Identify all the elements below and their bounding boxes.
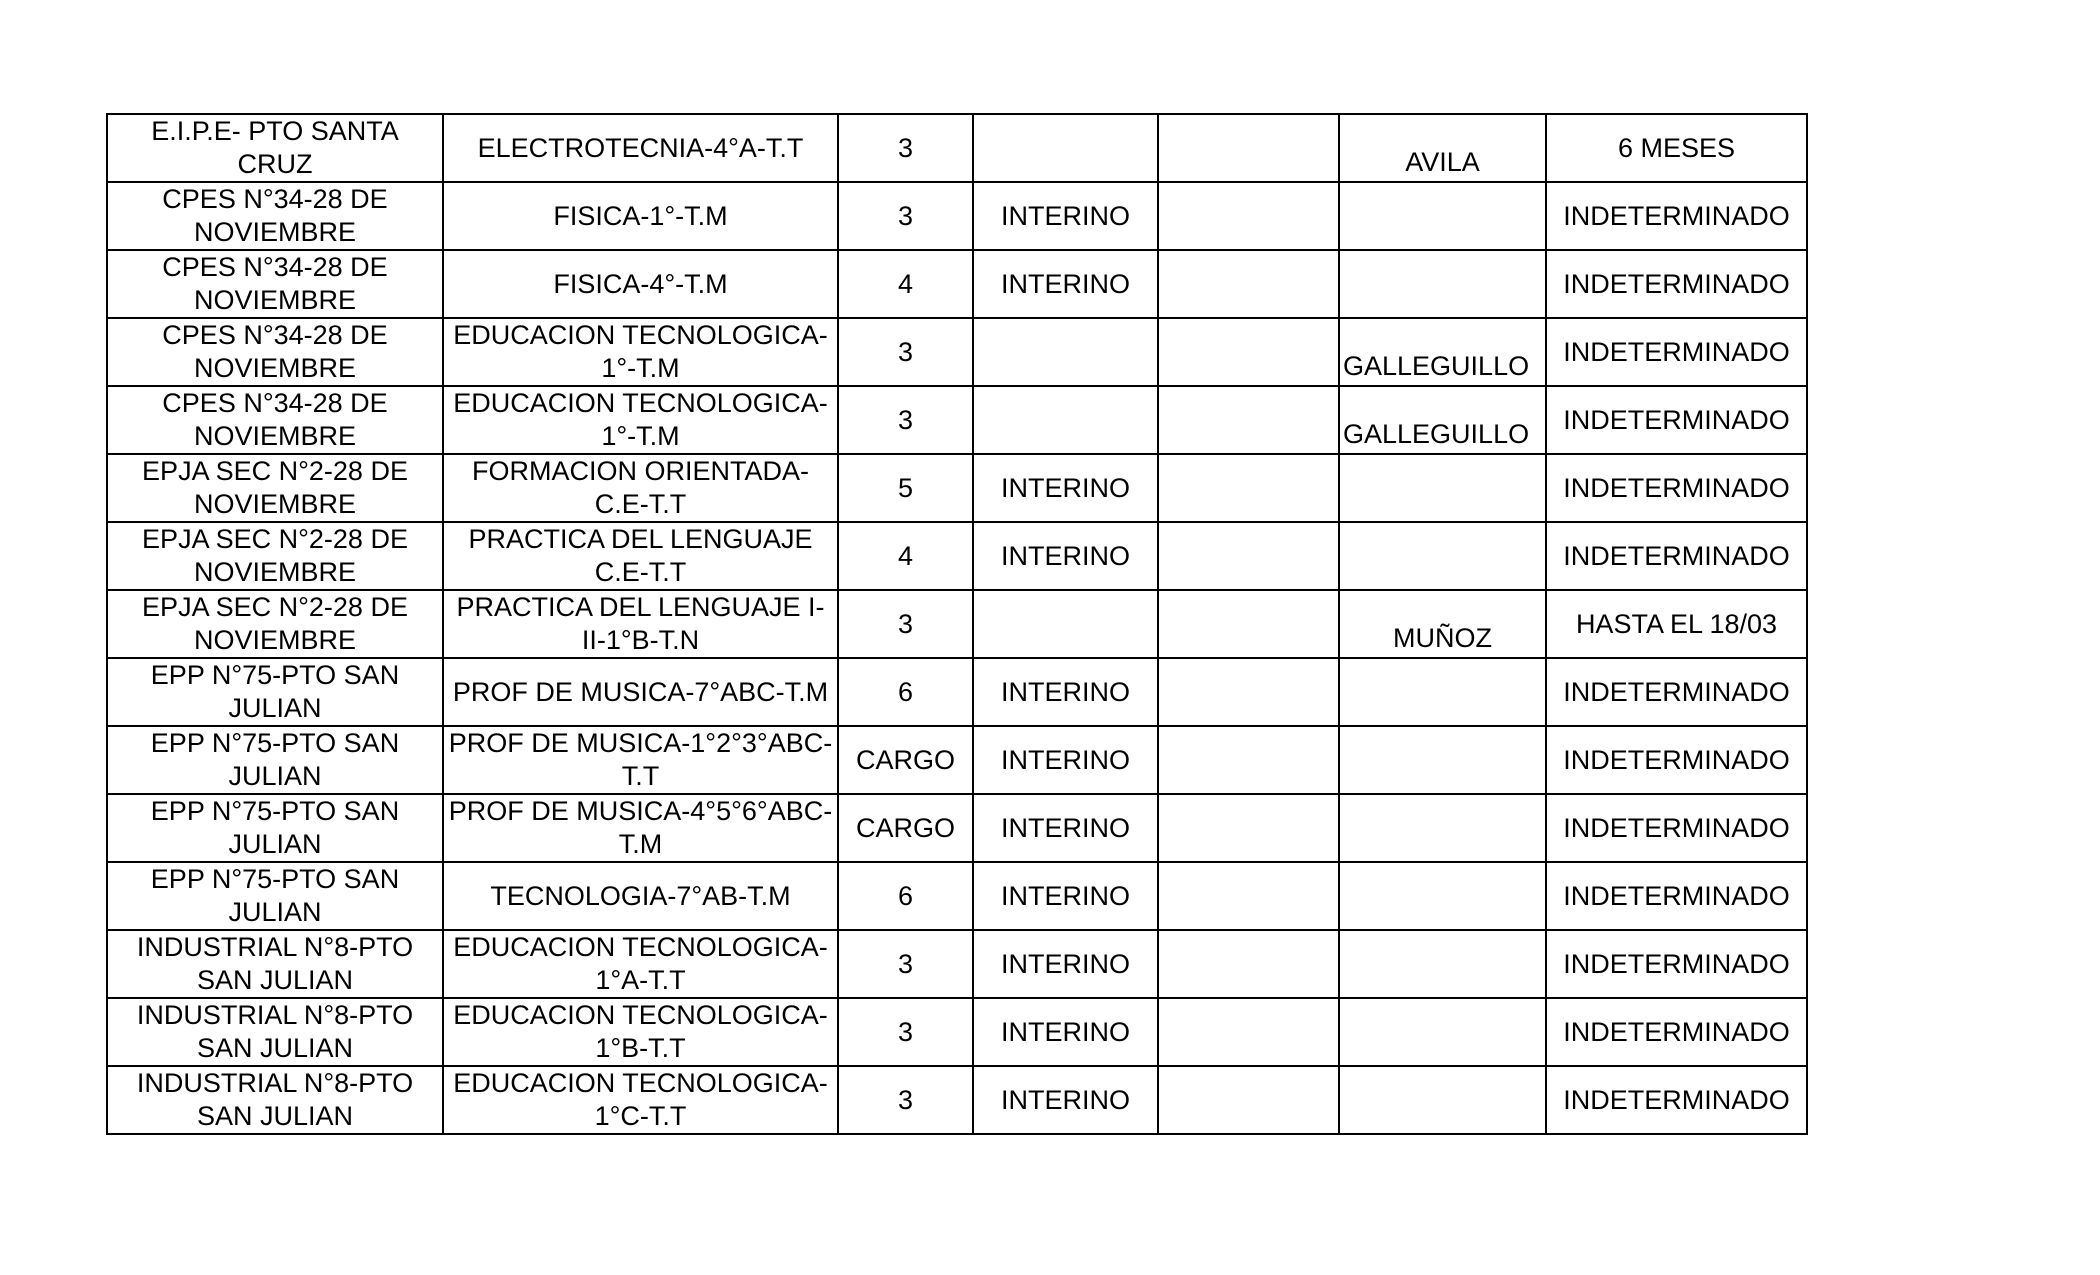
status-cell: INTERINO <box>973 998 1158 1066</box>
school-cell: CPES N°34-28 DE NOVIEMBRE <box>107 318 443 386</box>
duration-cell: INDETERMINADO <box>1546 726 1807 794</box>
hours-cell: 3 <box>838 930 973 998</box>
school-cell: EPJA SEC N°2-28 DE NOVIEMBRE <box>107 522 443 590</box>
status-cell: INTERINO <box>973 726 1158 794</box>
teacher-name-cell <box>1339 454 1546 522</box>
table-body <box>107 114 1807 1134</box>
status-cell: INTERINO <box>973 862 1158 930</box>
duration-cell: INDETERMINADO <box>1546 386 1807 454</box>
hours-cell: 6 <box>838 658 973 726</box>
table-row <box>107 1066 1807 1134</box>
status-cell: INTERINO <box>973 250 1158 318</box>
table-row <box>107 454 1807 522</box>
teacher-name-cell <box>1339 726 1546 794</box>
duration-cell: INDETERMINADO <box>1546 794 1807 862</box>
teacher-name-cell <box>1339 930 1546 998</box>
duration-cell: INDETERMINADO <box>1546 318 1807 386</box>
teacher-name-cell: AVILA <box>1339 114 1546 182</box>
subject-cell: TECNOLOGIA-7°AB-T.M <box>443 862 838 930</box>
empty-cell <box>1158 862 1339 930</box>
table-row <box>107 114 1807 182</box>
duration-cell: 6 MESES <box>1546 114 1807 182</box>
subject-cell: FISICA-4°-T.M <box>443 250 838 318</box>
school-cell: INDUSTRIAL N°8-PTO SAN JULIAN <box>107 998 443 1066</box>
duration-cell: INDETERMINADO <box>1546 182 1807 250</box>
hours-cell: 3 <box>838 998 973 1066</box>
school-cell: EPP N°75-PTO SAN JULIAN <box>107 862 443 930</box>
teacher-name-cell <box>1339 522 1546 590</box>
status-cell: INTERINO <box>973 1066 1158 1134</box>
teacher-name-cell: GALLEGUILLO <box>1339 318 1546 386</box>
school-cell: EPP N°75-PTO SAN JULIAN <box>107 658 443 726</box>
teacher-name-cell: MUÑOZ <box>1339 590 1546 658</box>
status-cell: INTERINO <box>973 794 1158 862</box>
status-cell: INTERINO <box>973 658 1158 726</box>
duration-cell: INDETERMINADO <box>1546 250 1807 318</box>
hours-cell: 3 <box>838 386 973 454</box>
status-cell: INTERINO <box>973 522 1158 590</box>
empty-cell <box>1158 998 1339 1066</box>
table-row <box>107 522 1807 590</box>
hours-cell: 3 <box>838 114 973 182</box>
hours-cell: CARGO <box>838 726 973 794</box>
vacancy-table <box>106 113 1808 1135</box>
empty-cell <box>1158 250 1339 318</box>
status-cell <box>973 590 1158 658</box>
hours-cell: 5 <box>838 454 973 522</box>
teacher-name-cell <box>1339 250 1546 318</box>
duration-cell: INDETERMINADO <box>1546 862 1807 930</box>
empty-cell <box>1158 794 1339 862</box>
subject-cell: EDUCACION TECNOLOGICA-1°-T.M <box>443 386 838 454</box>
duration-cell: INDETERMINADO <box>1546 930 1807 998</box>
hours-cell: 3 <box>838 590 973 658</box>
teacher-name-cell <box>1339 862 1546 930</box>
school-cell: INDUSTRIAL N°8-PTO SAN JULIAN <box>107 930 443 998</box>
school-cell: EPJA SEC N°2-28 DE NOVIEMBRE <box>107 590 443 658</box>
empty-cell <box>1158 454 1339 522</box>
table-row <box>107 998 1807 1066</box>
status-cell <box>973 318 1158 386</box>
empty-cell <box>1158 114 1339 182</box>
subject-cell: EDUCACION TECNOLOGICA-1°A-T.T <box>443 930 838 998</box>
table-row <box>107 590 1807 658</box>
table-row <box>107 658 1807 726</box>
empty-cell <box>1158 318 1339 386</box>
school-cell: CPES N°34-28 DE NOVIEMBRE <box>107 386 443 454</box>
subject-cell: FORMACION ORIENTADA-C.E-T.T <box>443 454 838 522</box>
subject-cell: EDUCACION TECNOLOGICA-1°-T.M <box>443 318 838 386</box>
teacher-name-cell <box>1339 182 1546 250</box>
status-cell <box>973 114 1158 182</box>
table-row <box>107 862 1807 930</box>
school-cell: EPP N°75-PTO SAN JULIAN <box>107 794 443 862</box>
status-cell: INTERINO <box>973 454 1158 522</box>
school-cell: EPP N°75-PTO SAN JULIAN <box>107 726 443 794</box>
empty-cell <box>1158 182 1339 250</box>
hours-cell: CARGO <box>838 794 973 862</box>
status-cell: INTERINO <box>973 182 1158 250</box>
hours-cell: 4 <box>838 250 973 318</box>
empty-cell <box>1158 522 1339 590</box>
empty-cell <box>1158 726 1339 794</box>
empty-cell <box>1158 590 1339 658</box>
duration-cell: INDETERMINADO <box>1546 522 1807 590</box>
duration-cell: INDETERMINADO <box>1546 1066 1807 1134</box>
table-row <box>107 250 1807 318</box>
table-row <box>107 794 1807 862</box>
subject-cell: PRACTICA DEL LENGUAJE C.E-T.T <box>443 522 838 590</box>
hours-cell: 3 <box>838 318 973 386</box>
hours-cell: 6 <box>838 862 973 930</box>
school-cell: INDUSTRIAL N°8-PTO SAN JULIAN <box>107 1066 443 1134</box>
empty-cell <box>1158 1066 1339 1134</box>
subject-cell: FISICA-1°-T.M <box>443 182 838 250</box>
teacher-name-cell: GALLEGUILLO <box>1339 386 1546 454</box>
school-cell: E.I.P.E- PTO SANTA CRUZ <box>107 114 443 182</box>
empty-cell <box>1158 930 1339 998</box>
subject-cell: PROF DE MUSICA-1°2°3°ABC-T.T <box>443 726 838 794</box>
table-row <box>107 318 1807 386</box>
duration-cell: INDETERMINADO <box>1546 998 1807 1066</box>
status-cell <box>973 386 1158 454</box>
subject-cell: EDUCACION TECNOLOGICA-1°C-T.T <box>443 1066 838 1134</box>
subject-cell: PROF DE MUSICA-4°5°6°ABC-T.M <box>443 794 838 862</box>
hours-cell: 3 <box>838 182 973 250</box>
school-cell: CPES N°34-28 DE NOVIEMBRE <box>107 182 443 250</box>
school-cell: EPJA SEC N°2-28 DE NOVIEMBRE <box>107 454 443 522</box>
subject-cell: EDUCACION TECNOLOGICA-1°B-T.T <box>443 998 838 1066</box>
teacher-name-cell <box>1339 1066 1546 1134</box>
teacher-name-cell <box>1339 794 1546 862</box>
subject-cell: PRACTICA DEL LENGUAJE I-II-1°B-T.N <box>443 590 838 658</box>
table-row <box>107 182 1807 250</box>
hours-cell: 4 <box>838 522 973 590</box>
duration-cell: INDETERMINADO <box>1546 658 1807 726</box>
subject-cell: ELECTROTECNIA-4°A-T.T <box>443 114 838 182</box>
hours-cell: 3 <box>838 1066 973 1134</box>
table-row <box>107 930 1807 998</box>
table-row <box>107 386 1807 454</box>
empty-cell <box>1158 658 1339 726</box>
table-row <box>107 726 1807 794</box>
duration-cell: HASTA EL 18/03 <box>1546 590 1807 658</box>
teacher-name-cell <box>1339 658 1546 726</box>
teacher-name-cell <box>1339 998 1546 1066</box>
empty-cell <box>1158 386 1339 454</box>
subject-cell: PROF DE MUSICA-7°ABC-T.M <box>443 658 838 726</box>
duration-cell: INDETERMINADO <box>1546 454 1807 522</box>
school-cell: CPES N°34-28 DE NOVIEMBRE <box>107 250 443 318</box>
status-cell: INTERINO <box>973 930 1158 998</box>
